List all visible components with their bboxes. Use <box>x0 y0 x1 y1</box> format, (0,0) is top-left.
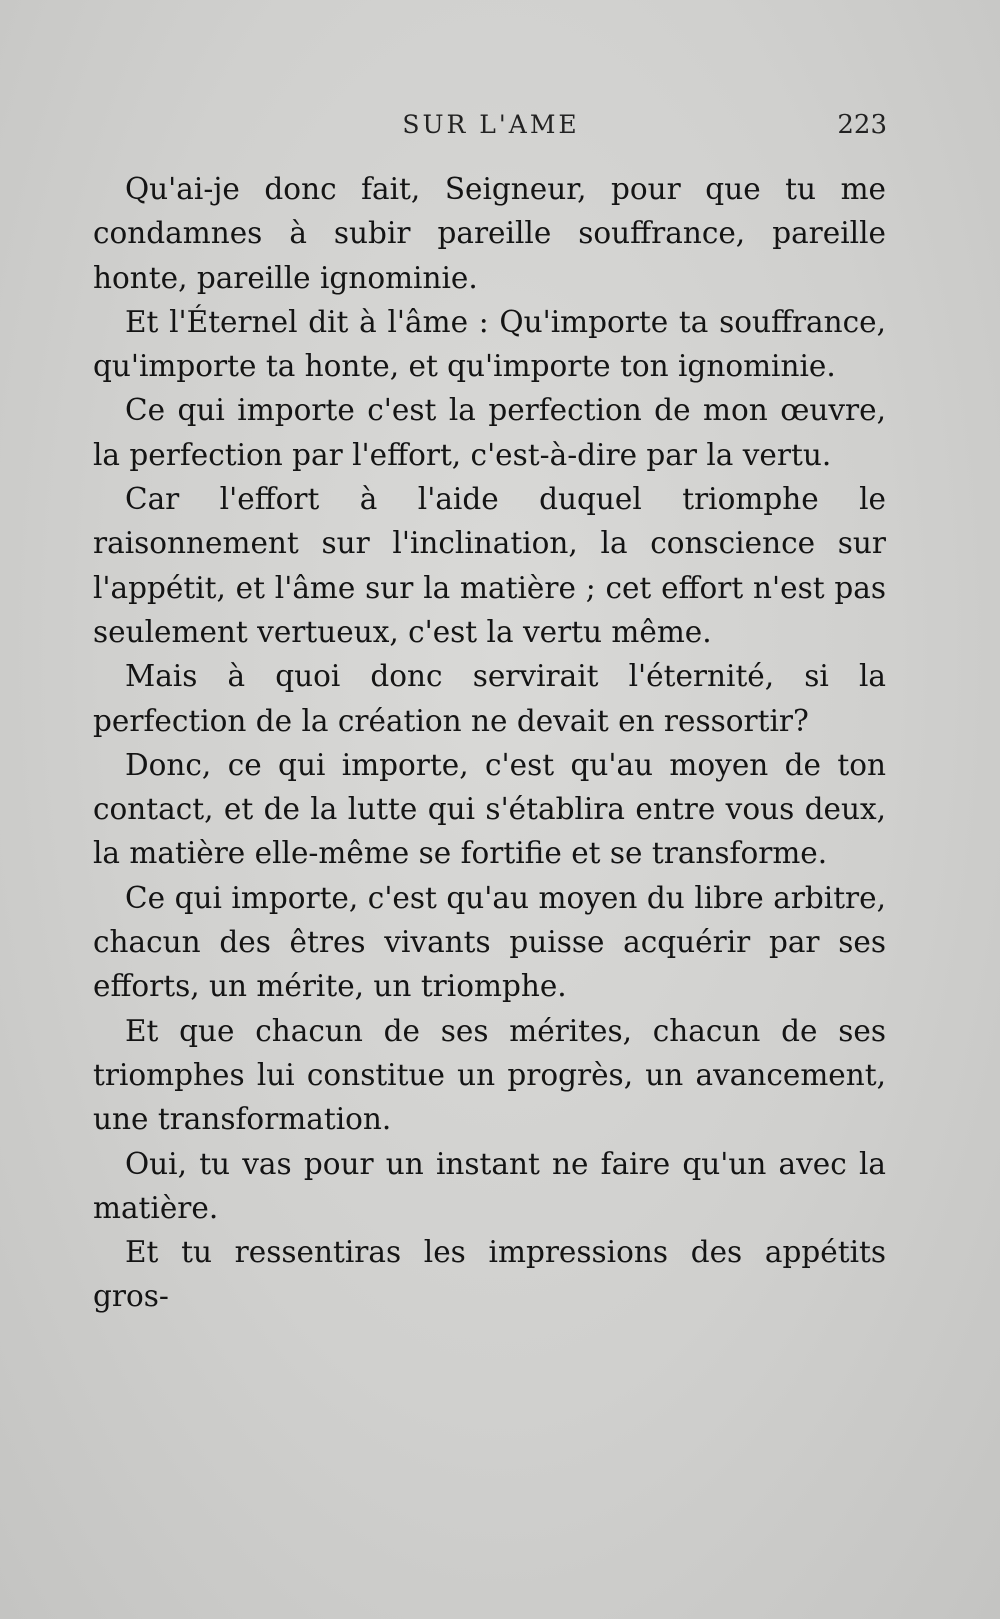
paragraph: Donc, ce qui importe, c'est qu'au moyen de ton contact, et de la lutte qui s'établira entre vous deux, la matière elle-même se fortifie et se transforme. <box>93 747 886 871</box>
text-body <box>93 167 886 1319</box>
paragraph: Oui, tu vas pour un instant ne faire qu'un avec la matière. <box>93 1146 886 1225</box>
paragraph: Ce qui importe, c'est qu'au moyen du libre arbitre, chacun des êtres vivants puisse acquérir par ses efforts, un mérite, un triomphe. <box>93 880 886 1004</box>
paragraph: Car l'effort à l'aide duquel triomphe le raisonnement sur l'inclination, la conscience sur l'appétit, et l'âme sur la matière ; cet effort n'est pas seulement vertueux, c'est la vertu même. <box>93 482 886 649</box>
paragraph: Et tu ressentiras les impressions des appétits gros- <box>93 1235 886 1314</box>
paragraph: Mais à quoi donc servirait l'éternité, si la perfection de la création ne devait en ressortir? <box>93 659 886 738</box>
running-title: SUR L'AME <box>402 110 580 139</box>
paragraph: Et que chacun de ses mérites, chacun de ses triomphes lui constitue un progrès, un avancement, une transformation. <box>93 1013 886 1137</box>
running-head <box>95 110 887 146</box>
page-number: 223 <box>837 110 887 140</box>
paragraph: Ce qui importe c'est la perfection de mon œuvre, la perfection par l'effort, c'est-à-dire par la vertu. <box>93 393 886 472</box>
paragraph: Et l'Éternel dit à l'âme : Qu'importe ta souffrance, qu'importe ta honte, et qu'importe ton ignominie. <box>93 304 886 384</box>
paragraph: Qu'ai-je donc fait, Seigneur, pour que tu me condamnes à subir pareille souffrance, pareille honte, pareille ignominie. <box>93 172 886 295</box>
